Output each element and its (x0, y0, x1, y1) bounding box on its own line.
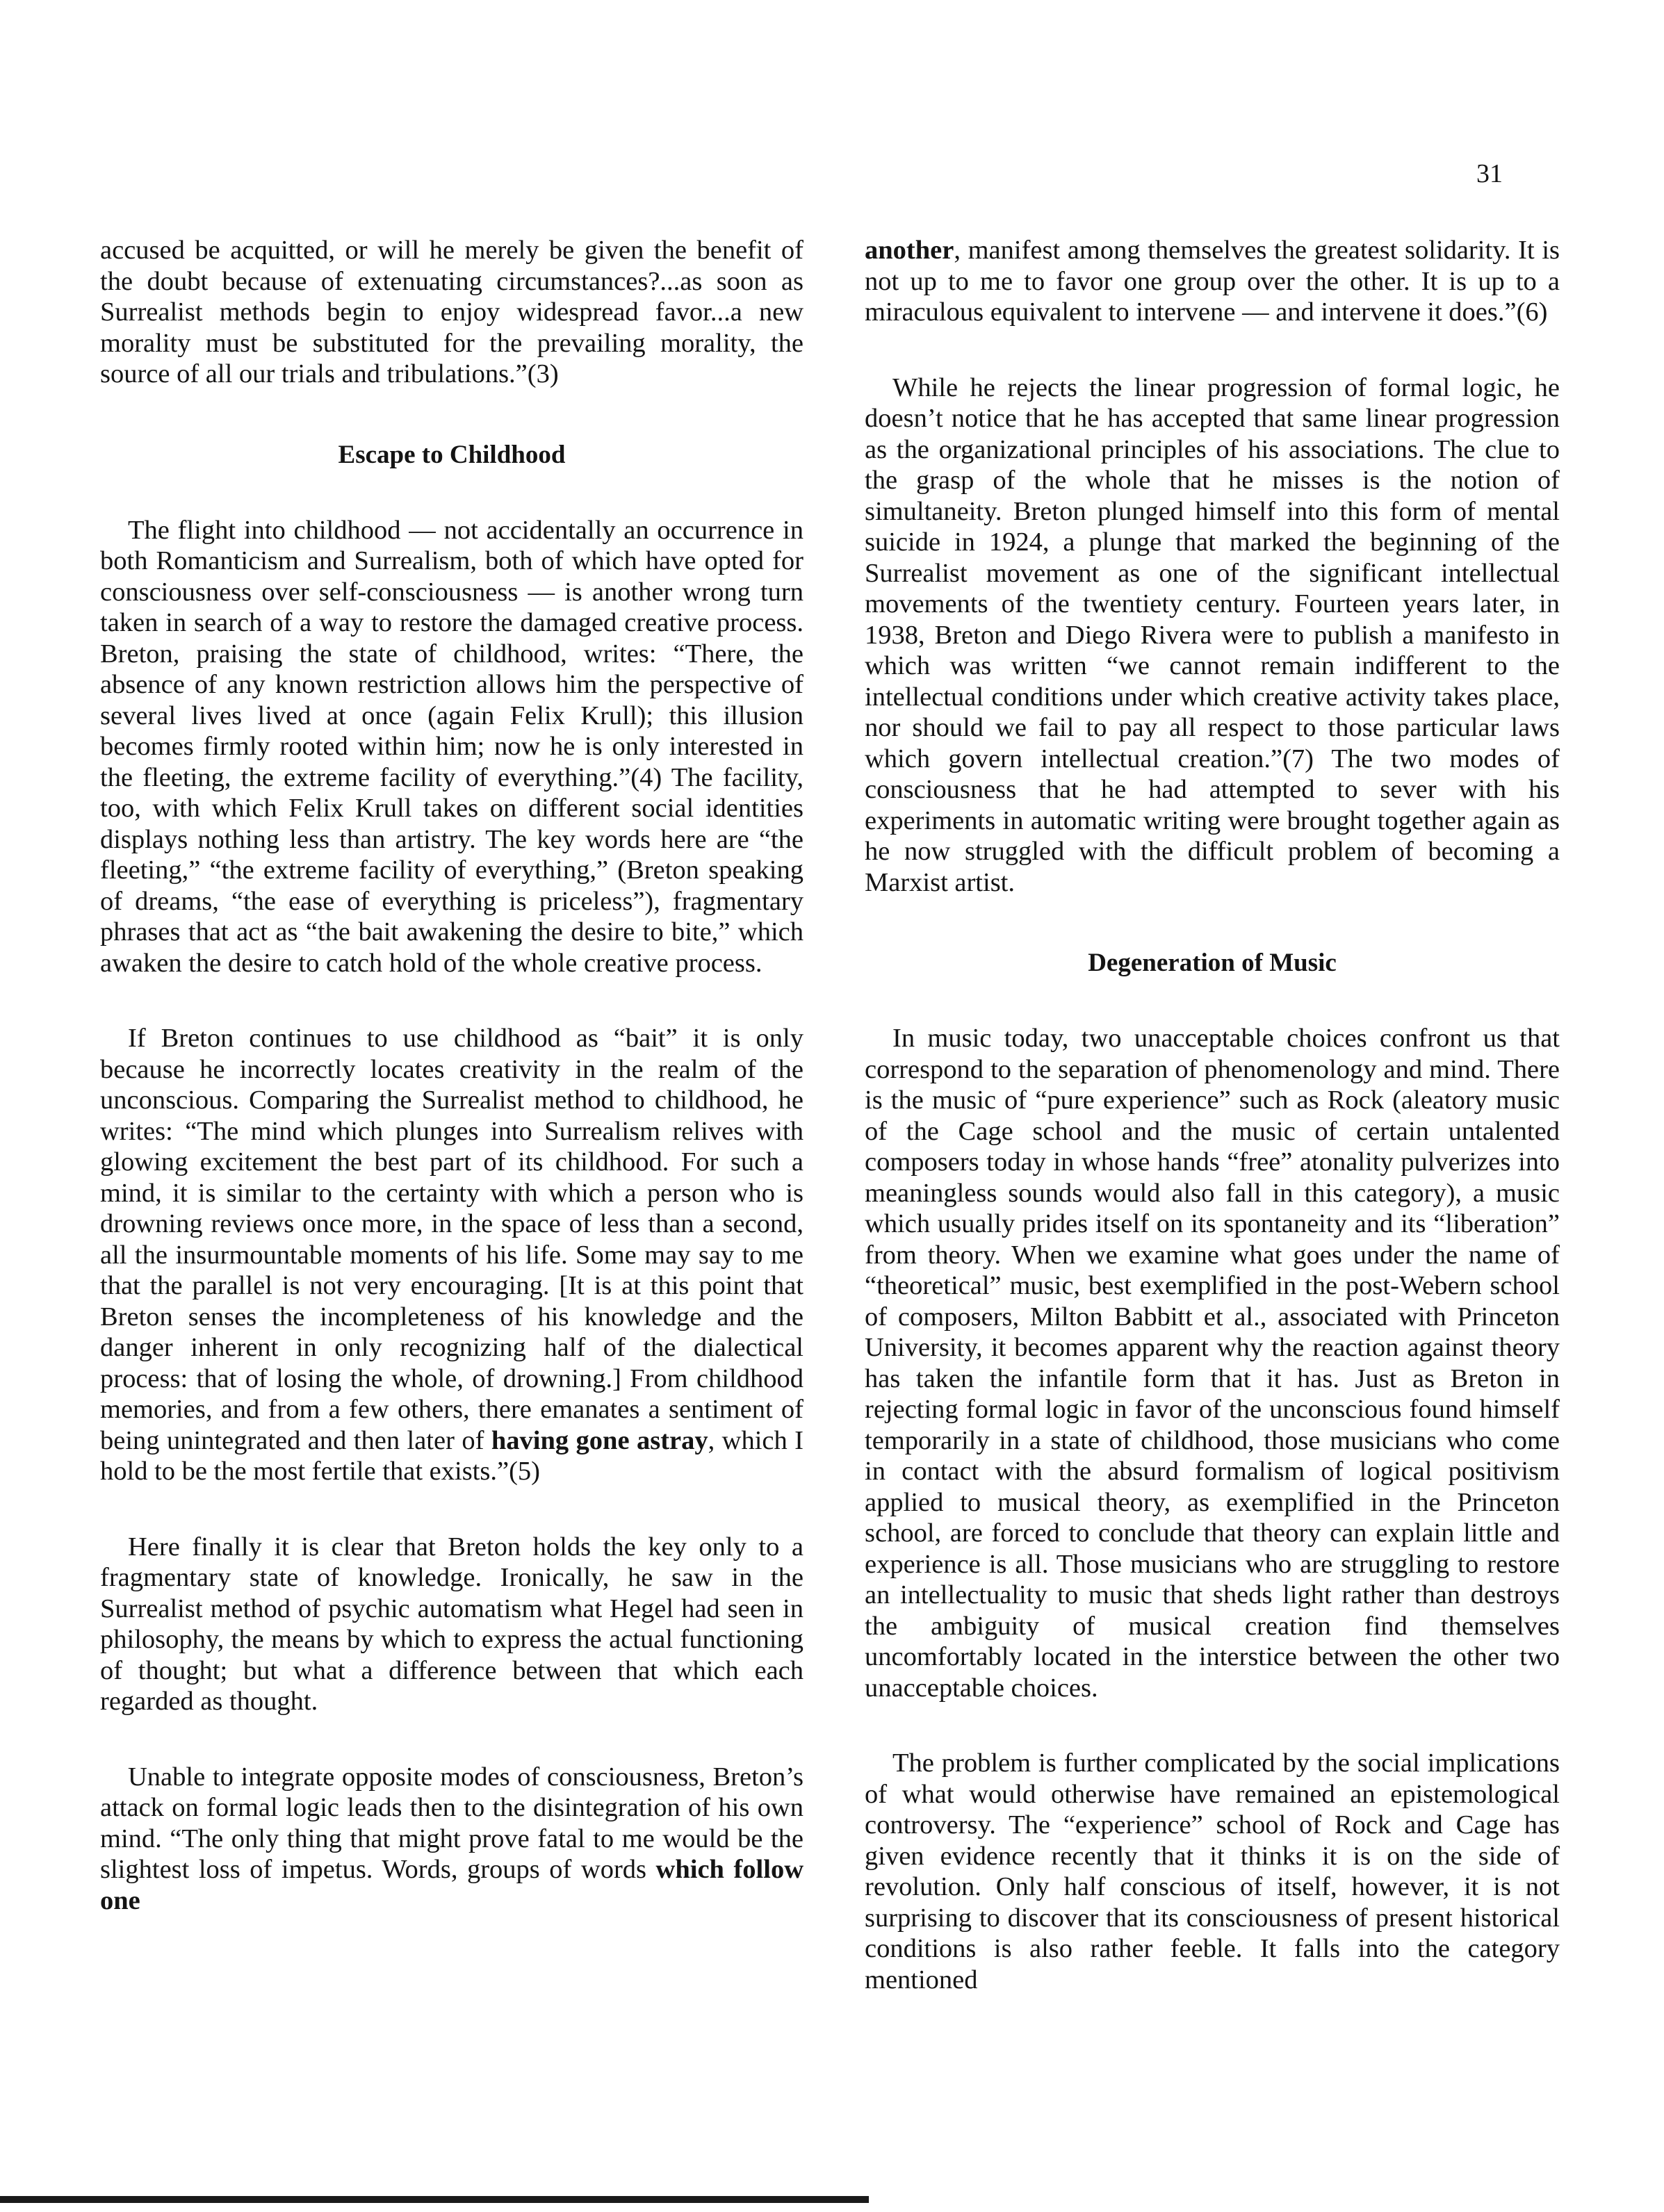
paragraph: The problem is further complicated by the social implications of what would otherwise have remained an epistemological controversy. The “experience” school of Rock and Cage has given evidence recently that it thinks it is on the side of revolution. Only half conscious of itself, however, it is not surprising to discover that its consciousness of present historical conditions is also rather feeble. It falls into the category mentioned (865, 1748, 1560, 1994)
paragraph-text: , which I hold to be the most fertile that exists.”(5) (100, 1425, 804, 1486)
page-number: 31 (1476, 159, 1503, 188)
paragraph: In music today, two unacceptable choices confront us that correspond to the separation of phenomenology and mind. There is the music of “pure experience” such as Rock (aleatory music of the Cage school and the music of certain untalented composers today in whose hands “free” atonality pulverizes into meaningless sounds would also fall in this category), a music which usually prides itself on its spontaneity and its “liberation” from theory. When we examine what goes under the name of “theoretical” music, best exemplified in the post-Webern school of composers, Milton Babbitt et al., associated with Princeton University, it becomes apparent why the reaction against theory has taken the infantile form that it has. Just as Breton in rejecting formal logic in favor of the unconscious found himself temporarily in a state of childhood, those musicians who come in contact with the absurd formalism of logical positivism applied to musical theory, as exemplified in the Princeton school, are forced to conclude that theory can explain little and experience is all. Those musicians who are struggling to restore an intellectuality to music that sheds light rather than destroys the ambiguity of musical creation find themselves uncomfortably located in the interstice between the other two unacceptable choices. (865, 1024, 1560, 1703)
paragraph (865, 235, 1560, 328)
paragraph: While he rejects the linear progression of formal logic, he doesn’t notice that he has accepted that same linear progression as the organizational principles of his associations. The clue to the grasp of the whole that he misses is the notion of simultaneity. Breton plunged himself into this form of mental suicide in 1924, a plunge that marked the beginning of the Surrealist movement as one of the significant intellectual movements of the twentiety century. Fourteen years later, in 1938, Breton and Diego Rivera were to publish a manifesto in which was written “we cannot remain indifferent to the intellectual conditions under which creative activity takes place, nor should we fail to pay all respect to those particular laws which govern intellectual creation.”(7) The two modes of consciousness that he had attempted to sever with his experiments in automatic writing were brought together again as he now struggled with the difficult problem of becoming a Marxist artist. (865, 372, 1560, 897)
paragraph (100, 1023, 804, 1487)
section-heading: Escape to Childhood (338, 440, 566, 469)
paragraph: accused be acquitted, or will he merely be given the benefit of the doubt because of extenuating circumstances?...as soon as Surrealist methods begin to enjoy widespread favor...a new morality must be substituted for the prevailing morality, the source of all our trials and tribulations.”(3) (100, 236, 804, 388)
paragraph: Here finally it is clear that Breton holds the key only to a fragmentary state of knowledge. Ironically, he saw in the Surrealist method of psychic automatism what Hegel had seen in philosophy, the means by which to express the actual functioning of thought; but what a difference between that which each regarded as thought. (100, 1532, 804, 1716)
paragraph (100, 1762, 804, 1917)
paragraph-text: If Breton continues to use childhood as “bait” it is only because he incorrectly locates creativity in the realm of the unconscious. Comparing the Surrealist method to childhood, he writes: “The mind which plunges into Surrealism relives with glowing excitement the best part of its childhood. For such a mind, it is similar to the certainty with which a person who is drowning reviews once more, in the space of less than a second, all the insurmountable moments of his life. Some may say to me that the parallel is not very encouraging. [It is at this point that Breton senses the incompleteness of his knowledge and the danger inherent in only recognizing half of the dialectical process: that of losing the whole, of drowning.] From childhood memories, and from a few others, there emanates a sentiment of being unintegrated and then later of (100, 1024, 804, 1455)
bold-text: which follow one (100, 1855, 804, 1915)
section-heading: Degeneration of Music (1088, 949, 1337, 977)
paragraph-text: , manifest among themselves the greatest solidarity. It is not up to me to favor one group over the other. It is up to a miraculous equivalent to intervene — and intervene it does.”(6) (865, 236, 1560, 327)
bold-text: having gone astray (491, 1425, 708, 1455)
bold-text: another (865, 236, 954, 265)
paragraph-text: Unable to integrate opposite modes of consciousness, Breton’s attack on formal logic leads then to the disintegration of his own mind. “The only thing that might prove fatal to me would be the slightest loss of impetus. Words, groups of words (100, 1762, 804, 1884)
bottom-rule (0, 2196, 869, 2203)
right-column (865, 235, 1560, 1995)
paragraph: The flight into childhood — not accidentally an occurrence in both Romanticism and Surrealism, both of which have opted for consciousness over self-consciousness — is another wrong turn taken in search of a way to restore the damaged creative process. Breton, praising the state of childhood, writes: “There, the absence of any known restriction allows him the perspective of several lives lived at once (again Felix Krull); this illusion becomes firmly rooted within him; now he is only interested in the fleeting, the extreme facility of everything.”(4) The facility, too, with which Felix Krull takes on different social identities displays nothing less than artistry. The key words here are “the fleeting,” “the extreme facility of everything,” (Breton speaking of dreams, “the ease of everything is priceless”), fragmentary phrases that act as “the bait awakening the desire to bite,” which awaken the desire to catch hold of the whole creative process. (100, 515, 804, 978)
left-column (100, 235, 804, 1916)
